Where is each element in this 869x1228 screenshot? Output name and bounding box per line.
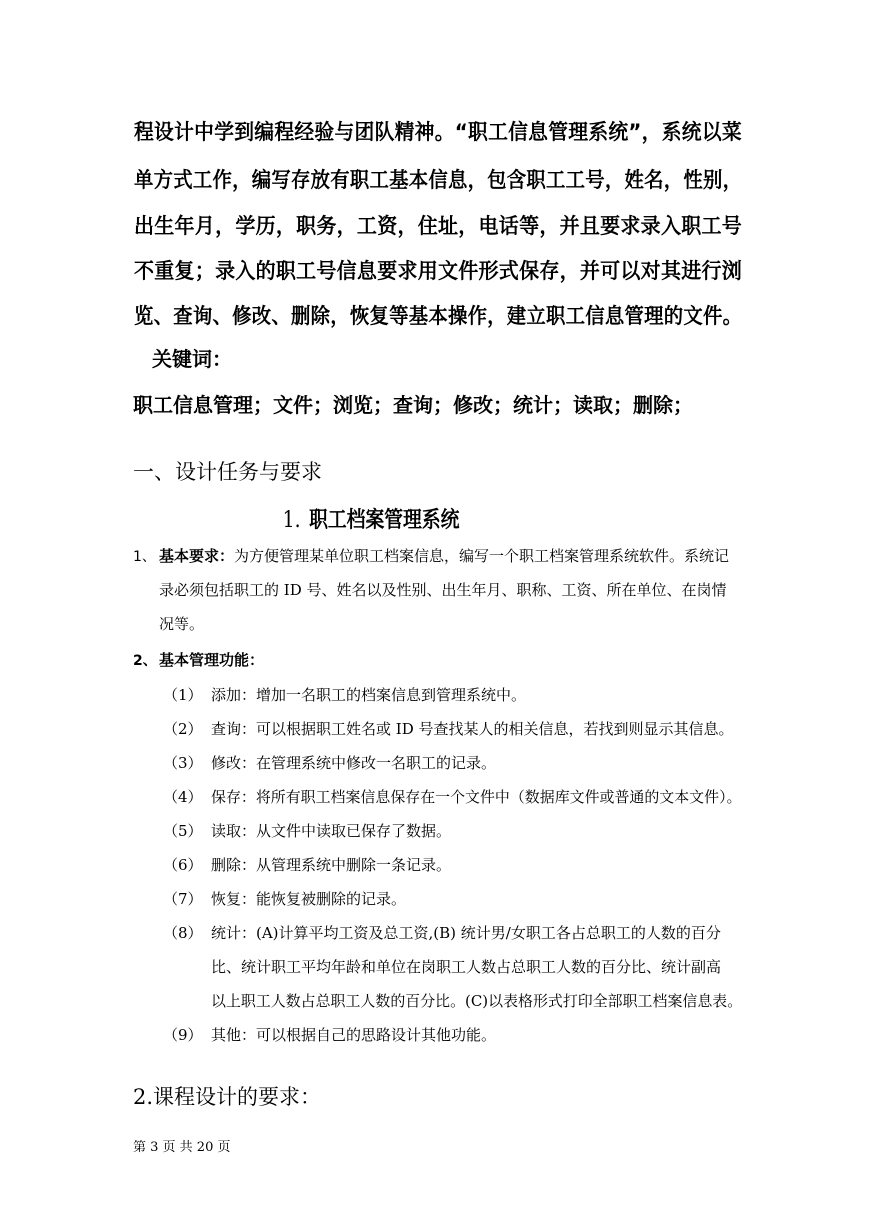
keywords-label: 关键词： <box>152 347 232 371</box>
function-item: 读取：从文件中读取已保存了数据。 <box>211 822 452 840</box>
function-item: 查询：可以根据职工姓名或 ID 号查找某人的相关信息，若找到则显示其信息。 <box>211 720 734 738</box>
function-item-continued: 比、统计职工平均年龄和单位在岗职工人数占总职工人数的百分比、统计副高 <box>211 958 722 976</box>
req1-line <box>159 545 729 566</box>
function-item: 其他：可以根据自己的思路设计其他功能。 <box>211 1026 497 1044</box>
req1-label: 基本要求： <box>159 547 235 565</box>
function-item: 恢复：能恢复被删除的记录。 <box>211 890 407 908</box>
page-footer: 第 3 页 共 20 页 <box>133 1140 231 1155</box>
function-number: （6） <box>163 856 203 874</box>
function-item: 添加：增加一名职工的档案信息到管理系统中。 <box>211 686 527 704</box>
function-item: 保存：将所有职工档案信息保存在一个文件中（数据库文件或普通的文本文件）。 <box>211 788 742 806</box>
req1-text: 为方便管理某单位职工档案信息，编写一个职工档案管理系统软件。系统记 <box>234 547 730 565</box>
function-item: 统计：(A)计算平均工资及总工资,(B) 统计男/女职工各占总职工的人数的百分 <box>211 924 721 942</box>
function-item-continued: 以上职工人数占总职工人数的百分比。(C)以表格形式打印全部职工档案信息表。 <box>211 992 743 1010</box>
intro-line: 览、查询、修改、删除，恢复等基本操作，建立职工信息管理的文件。 <box>134 304 743 328</box>
req1-number: 1、 <box>133 549 156 565</box>
function-number: （7） <box>163 890 203 908</box>
function-number: （8） <box>163 924 203 942</box>
keywords-list: 职工信息管理；文件；浏览；查询；修改；统计；读取；删除； <box>133 393 693 417</box>
req2-number: 2、 <box>133 653 157 669</box>
function-item: 修改：在管理系统中修改一名职工的记录。 <box>211 754 497 772</box>
req1-line: 况等。 <box>159 615 205 633</box>
function-number: （4） <box>163 788 203 806</box>
intro-line: 不重复；录入的职工号信息要求用文件形式保存，并可以对其进行浏 <box>134 259 743 283</box>
intro-line: 出生年月，学历，职务，工资，住址，电话等，并且要求录入职工号 <box>134 214 743 238</box>
intro-line: 程设计中学到编程经验与团队精神。“职工信息管理系统”，系统以菜 <box>134 120 742 144</box>
system-heading-title: 职工档案管理系统 <box>309 508 460 533</box>
function-number: （1） <box>163 686 203 704</box>
function-number: （9） <box>163 1026 203 1044</box>
system-heading-number: 1. <box>282 508 301 533</box>
system-heading <box>0 503 742 534</box>
function-number: （2） <box>163 720 203 738</box>
intro-line: 单方式工作，编写存放有职工基本信息，包含职工工号，姓名，性别， <box>134 168 743 192</box>
req1-line: 录必须包括职工的 ID 号、姓名以及性别、出生年月、职称、工资、所在单位、在岗情 <box>159 581 727 599</box>
function-item: 删除：从管理系统中删除一条记录。 <box>211 856 452 874</box>
section-heading-design-tasks: 一、设计任务与要求 <box>133 460 322 484</box>
function-number: （3） <box>163 754 203 772</box>
req2-label: 基本管理功能： <box>159 651 265 669</box>
function-number: （5） <box>163 822 203 840</box>
section-heading-course-requirements: 2.课程设计的要求： <box>133 1085 322 1109</box>
